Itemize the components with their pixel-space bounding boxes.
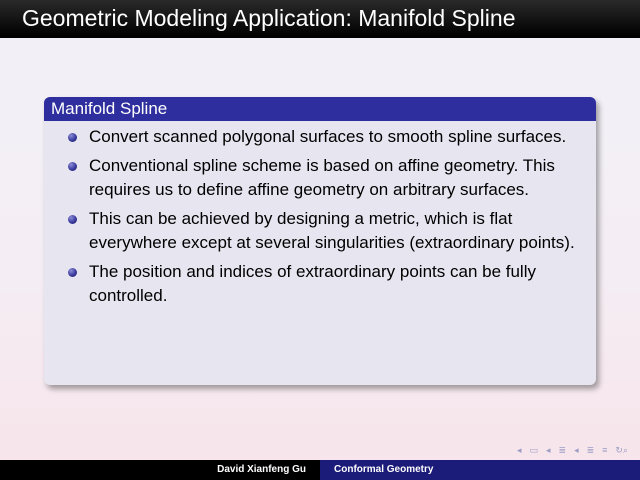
nav-align-icon[interactable]: ≡ bbox=[602, 445, 608, 455]
nav-next-subsection-icon[interactable]: ≣ bbox=[586, 445, 595, 455]
bullet-icon bbox=[68, 162, 77, 171]
footer bbox=[0, 460, 640, 480]
list-item bbox=[68, 260, 584, 308]
nav-prev-section-icon[interactable]: ◂ bbox=[545, 445, 551, 455]
bullet-icon bbox=[68, 268, 77, 277]
nav-prev-frame-icon[interactable]: ▭ bbox=[529, 445, 538, 455]
block-title: Manifold Spline bbox=[44, 97, 596, 121]
nav-first-frame-icon[interactable]: ◂ bbox=[516, 445, 522, 455]
footer-author: David Xianfeng Gu bbox=[0, 460, 320, 480]
list-item bbox=[68, 207, 584, 255]
bullet-icon bbox=[68, 215, 77, 224]
nav-search-icon[interactable]: ↻⌕ bbox=[615, 445, 628, 455]
list-item-text: This can be achieved by designing a metric, which is flat everywhere except at several singularities (extraordinary points). bbox=[89, 209, 575, 252]
navigation-bar bbox=[517, 444, 628, 456]
bullet-icon bbox=[68, 133, 77, 142]
footer-talk-title: Conformal Geometry bbox=[320, 460, 640, 480]
bullet-list bbox=[44, 121, 596, 308]
nav-prev-subsection-icon[interactable]: ◂ bbox=[574, 445, 579, 455]
slide-title: Geometric Modeling Application: Manifold Spline bbox=[0, 0, 640, 38]
list-item-text: Convert scanned polygonal surfaces to smooth spline surfaces. bbox=[89, 127, 567, 146]
list-item-text: Conventional spline scheme is based on affine geometry. This requires us to define affine geometry on arbitrary surfaces. bbox=[89, 156, 555, 199]
nav-next-section-icon[interactable]: ≣ bbox=[558, 445, 567, 455]
list-item-text: The position and indices of extraordinary points can be fully controlled. bbox=[89, 262, 536, 305]
list-item bbox=[68, 125, 584, 149]
manifold-spline-block bbox=[44, 97, 596, 385]
list-item bbox=[68, 154, 584, 202]
